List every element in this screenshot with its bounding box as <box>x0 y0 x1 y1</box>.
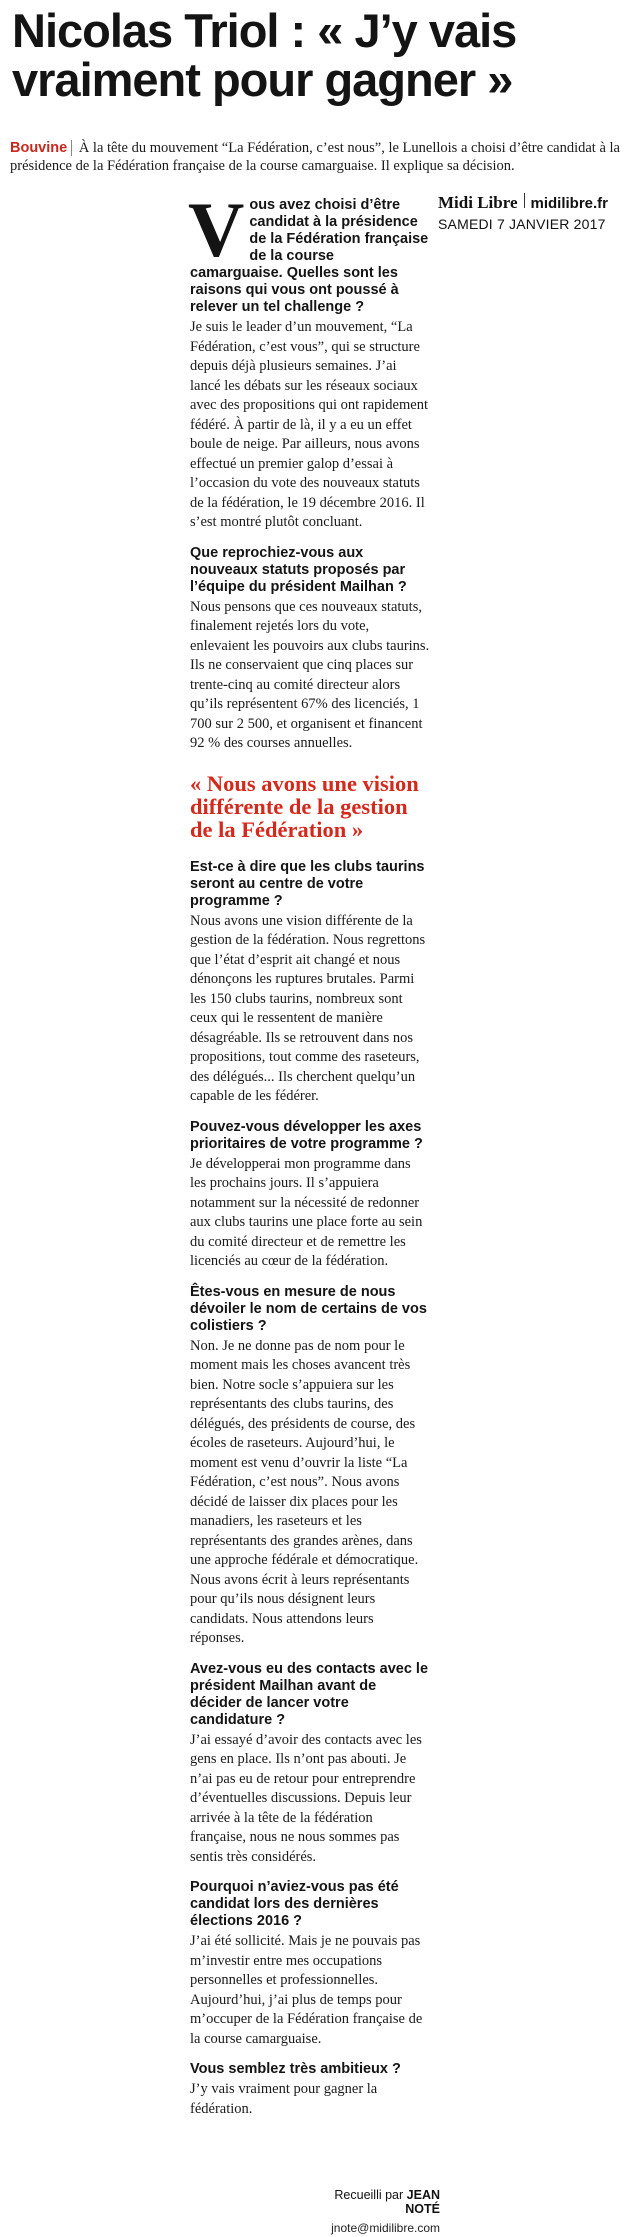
answer-6: J’ai essayé d’avoir des contacts avec les gens en place. Ils n’ont pas abouti. Je n’ai pas eu de retour pour entreprendre d’éventuelles discussions. Depuis leur arrivée à la tête de la fédération française, nous ne nous sommes pas sentis très considérés. <box>190 1731 422 1865</box>
article-column <box>188 186 430 2131</box>
question-5: Êtes-vous en mesure de nous dévoiler le nom de certains de vos colistiers ? <box>190 1283 427 1334</box>
byline-label: Recueilli par <box>334 2188 404 2202</box>
byline <box>300 2188 440 2235</box>
question-3: Est-ce à dire que les clubs taurins seront au centre de votre programme ? <box>190 858 425 909</box>
masthead-date: SAMEDI 7 JANVIER 2017 <box>438 216 606 232</box>
answer-8: J’y vais vraiment pour gagner la fédération. <box>190 2081 378 2117</box>
masthead <box>438 193 634 232</box>
answer-4: Je développerai mon programme dans les prochains jours. Il s’appuiera notamment sur la nécessité de redonner aux clubs taurins une place forte au sein du comité directeur et de remettre les licenciés au cœur de la fédération. <box>190 1155 423 1269</box>
question-4: Pouvez-vous développer les axes prioritaires de votre programme ? <box>190 1118 423 1152</box>
answer-3: Nous avons une vision différente de la gestion de la fédération. Nous regrettons que l’état d’esprit ait changé et nous dénonçons les ruptures brutales. Parmi les 150 clubs taurins, nombreux sont ceux qui le ressentent de manière désagréable. Ils se retrouvent dans nos propositions, tout comme des raseteurs, des délégués... Ils cherchent quelqu’un capable de les fédérer. <box>190 912 426 1104</box>
answer-2: Nous pensons que ces nouveaux statuts, finalement rejetés lors du vote, enlevaient les pouvoirs aux clubs taurins. Ils ne conservaient que cinq places sur trente-cinq au comité directeur alors qu’ils représentent 67% des licenciés, 1 700 sur 2 500, et organisent et financent 92 % des courses annuelles. <box>190 598 430 751</box>
question-2: Que reprochiez-vous aux nouveaux statuts proposés par l’équipe du président Mailhan ? <box>190 544 407 595</box>
answer-7: J’ai été sollicité. Mais je ne pouvais pas m’investir entre mes occupations personnelles et professionnelles. Aujourd’hui, j’ai plus de temps pour m’occuper de la Fédération française de la course camarguaise. <box>190 1933 423 2047</box>
pull-quote: « Nous avons une vision différente de la gestion de la Fédération » <box>190 770 419 842</box>
masthead-logo: Midi Libre <box>438 193 518 212</box>
byline-author-line <box>300 2188 440 2216</box>
headline: Nicolas Triol : « J’y vais vraiment pour gagner » <box>12 4 517 106</box>
question-7: Pourquoi n’aviez-vous pas été candidat lors des dernières élections 2016 ? <box>190 1879 399 1929</box>
kicker: Bouvine <box>10 140 72 156</box>
answer-5: Non. Je ne donne pas de nom pour le moment mais les choses avancent très bien. Notre socle s’appuiera sur les représentants des clubs taurins, des délégués, des présidents de course, des écoles de raseteurs. Aujourd’hui, le moment est venu d’ouvrir la liste “La Fédération, c’est nous”. Nous avons décidé de laisser dix places pour les manadiers, les raseteurs et les représentants des grandes arènes, dans une approche fédérale et démocratique. Nous avons écrit à leurs représentants pour qu’ils nous désignent leurs candidats. Nous attendons leurs réponses. <box>190 1337 419 1646</box>
question-1 <box>188 186 430 316</box>
question-1-text: ous avez choisi d’être candidat à la présidence de la Fédération française de la course camarguaise. Quelles sont les raisons qui vous ont poussé à relever un tel challenge ? <box>190 197 429 315</box>
masthead-site: midilibre.fr <box>530 195 609 212</box>
masthead-separator <box>524 193 525 208</box>
dropcap: V <box>188 186 245 273</box>
answer-1: Je suis le leader d’un mouvement, “La Fédération, c’est vous”, qui se structure depuis déjà plusieurs semaines. J’ai lancé les débats sur les réseaux sociaux avec des propositions qui ont rapidement fédéré. À partir de là, il y a eu un effet boule de neige. Par ailleurs, nous avons effectué un premier galop d’essai à l’occasion du vote des nouveaux statuts de la fédération, le 19 décembre 2016. Il s’est montré plutôt concluant. <box>190 319 428 530</box>
byline-email: jnote@midilibre.com <box>331 2221 440 2235</box>
intro <box>10 139 632 175</box>
question-8: Vous semblez très ambitieux ? <box>190 2061 401 2077</box>
question-6: Avez-vous eu des contacts avec le président Mailhan avant de décider de lancer votre candidature ? <box>190 1660 429 1728</box>
masthead-row <box>438 193 634 213</box>
byline-author: JEAN NOTÉ <box>405 2188 440 2216</box>
intro-text: À la tête du mouvement “La Fédération, c’est nous”, le Lunellois a choisi d’être candidat à la présidence de la Fédération française de la course camarguaise. Il explique sa décision. <box>10 140 620 174</box>
